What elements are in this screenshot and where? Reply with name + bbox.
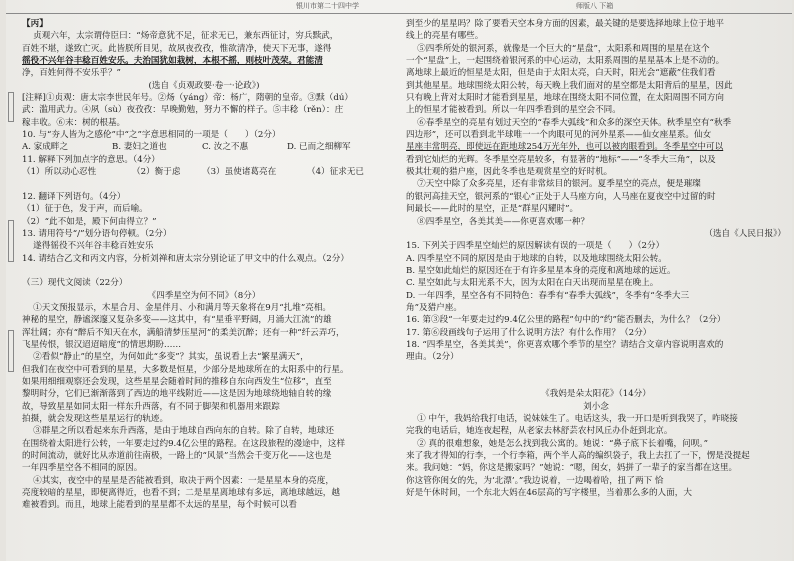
article-line: 亮度较暗的星星，即便离得近，也看不到；二是星星离地球有多远，离地球越远，越 (22, 488, 340, 499)
q11-item: （2）衡于虑 (132, 167, 181, 178)
article-line: 离地球上最近的恒星是太阳，但是由于太阳太亮，白天时，阳光会“遮蔽”住我们看 (406, 68, 716, 79)
article-line: ①天文预报显示，木星合月、金星伴月、小和满月等天象将在9月“扎堆”亮相。 (33, 302, 332, 313)
article-line: 浑壮阔；亦有“醉后不知天在水，满船清梦压星河”的柔美沉醉；还有一种“纤云弄巧， (22, 327, 345, 338)
binding-mark (8, 92, 14, 122)
article-line: ⑥春季星空的亮星有划过天空的“春季大弧线”和众多的深空天体。秋季星空有“秋季 (417, 117, 732, 128)
option-c: C. 汝之不惠 (202, 142, 249, 153)
q15-option-c: C. 星空如此与太阳光系不大，因为太阳在白天出现而星星在晚上。 (406, 278, 659, 289)
question-18: 18. “四季星空，各美其美”，你更喜欢哪个季节的星空？请结合文章内容说明喜欢的 (406, 339, 724, 350)
article-line: 到其他星星。地球围绕太阳公转，每天晚上我们面对的星空都是太阳背后的星星，因此 (406, 80, 733, 91)
binding-mark (8, 220, 14, 262)
q15-option-d: D. 一年四季，星空各有不同特色：春季有“春季大弧线”，冬季有“冬季大三 (406, 290, 690, 301)
option-d: D. 已而之细柳军 (287, 142, 351, 153)
option-b: B. 妻妇之道也 (112, 142, 167, 153)
q12-item: （1）征于色，发于声，而后喻。 (22, 204, 148, 215)
section-heading: （三）现代文阅读（22分） (22, 278, 128, 289)
binding-mark (8, 330, 14, 372)
article-source: （选自《人民日报》） (704, 228, 786, 239)
question-16: 16. 第③段“一年要走过约9.4亿公里的路程”句中的“约”能否删去，为什么？（2分） (406, 315, 726, 326)
article-line: ②看似“静止”的星空，为何如此“多变”？其实，虽说看上去“繁星满天”， (33, 352, 309, 363)
passage-label: 【丙】 (22, 19, 48, 29)
passage-source: (选自《贞观政要·卷一·论政》) (148, 80, 260, 91)
question-15: 15. 下列关于四季星空灿烂的原因解读有误的一项是（ ）（2分） (406, 241, 665, 252)
article-line: 一个“星盘”上，一起围绕着银河系的中心运动，太阳系周围的星星基本上是不动的。 (406, 56, 725, 67)
right-column (406, 18, 786, 499)
article-line: ④其实，夜空中的星星是否能被看到，取决于两个因素：一是星星本身的亮度， (33, 475, 334, 486)
article-line: 只有晚上背对太阳时才能看到星星，地球在围绕太阳不同位置，在太阳周围不同方向 (406, 93, 724, 104)
q15-option-d-cont: 角”及猎户座。 (406, 302, 462, 313)
q11-item: （3）虽使诸葛亮在 (202, 167, 277, 178)
question-14: 14. 请结合乙文和丙文内容，分析刘禅和唐太宗分别论证了甲文中的什么观点。（2分） (22, 253, 349, 264)
article-line: 拍摄，就会发现这些星星运行的轨迹。 (22, 414, 169, 424)
article-line: 如果用细细观察还会发现，这些星星会随着时间的推移自东向西发生“位移”，直至 (22, 376, 332, 387)
article-line: 一年四季星空各不相同的原因。 (22, 463, 143, 474)
header-right-text: 师版八 下箱 (576, 2, 614, 10)
story-author: 刘小念 (583, 401, 609, 412)
answer-space (22, 178, 386, 190)
note-line: 稼丰收。⑥末：树的根基。 (22, 117, 126, 128)
question-12: 12. 翻译下列语句。（4分） (22, 191, 126, 202)
article-line: 难被看到。而且，地球上能看到的星星都不太远的星星，每个时候可以看 (22, 500, 298, 511)
article-line: 上的恒星才能被看到。所以一年四季看到的星空会不同。 (406, 105, 621, 116)
question-13: 13. 请用符号“/”划分语句停顿。（2分） (22, 228, 172, 239)
article-line: 但我们在夜空中可看到的星星，大多数是恒星，少部分是地球所在的太阳系中的行星。 (22, 364, 349, 375)
answer-space (406, 364, 786, 376)
article-line: ③群星之所以看起来东升西落，是由于地球自西向东的自转。除了自转，地球还 (33, 426, 334, 437)
article-title: 《四季星空为何不同》（8分） (147, 290, 261, 301)
q12-item: （2）“此不如是，殿下何由得立？” (22, 216, 157, 227)
answer-space (22, 265, 386, 277)
q15-option-b: B. 星空如此灿烂的原因还在于有许多星星本身的亮度和离地球的远近。 (406, 265, 676, 276)
article-line: 神秘的星空，静谧深邃又复杂多变——这其中，有“星垂平野阔，月涌大江流”的雄 (22, 315, 332, 326)
story-line: 好是午休时间，一个东北大妈在46层高的写字楼里，当着那么多的人面，大 (406, 488, 692, 499)
story-title: 《我妈是朵太阳花》（14分） (541, 389, 651, 400)
answer-space (406, 376, 786, 388)
article-line: 的银河高挂天空，银河系的“银心”正处于人马座方向，人马座在夏夜空中过留的时 (406, 191, 716, 202)
article-line: ⑧四季星空，各美其美——你更喜欢哪一种？ (417, 216, 590, 227)
article-line: 黎明时分，它们已渐渐落到了西边的地平线附近——这是因为地球绕地轴自转的缘 (22, 389, 332, 400)
article-line: ⑦天空中除了众多亮星，还有非常炫目的银河。夏季星空的亮点，便是璀璨 (417, 179, 701, 190)
story-line: 来了我才得知的行李，一个行李箱，两个半人高的编织袋子，我上去扛了一下，愣是没提起 (406, 451, 750, 462)
page-header (6, 0, 792, 14)
article-line: 飞星传恨，银汉迢迢暗度”的情思期盼…… (22, 339, 182, 350)
article-line: 极其壮观的猎户座，因此冬季也是观赏星空的好时机。 (406, 167, 613, 178)
q13-text: 遂得徭役不兴年谷丰稔百姓安乐 (33, 241, 154, 252)
left-column (22, 18, 386, 512)
underlined-sentence: 星座丰常明亮，即使远在距地球254万光年外，也可以被肉眼看到。冬季星空中可以 (406, 142, 724, 153)
article-line: 间最长——此时的星空，正是“群星闪耀时”。 (406, 204, 579, 215)
article-line: ⑤四季所处的银河系，就像是一个巨大的“星盘”，太阳系和周围的星星在这个 (417, 43, 710, 54)
question-18-cont: 理由。（2分） (406, 352, 459, 363)
school-name: 银川市第二十四中学 (296, 2, 359, 10)
question-10: 10. 与“夯人皆为之感伦”中“之”字意思相同的一项是（ ）（2分） (22, 130, 281, 141)
note-line: [注释]①贞观：唐太宗李世民年号。②炀（yáng）帝：杨广，隋朝的皇帝。③黩（dú） (22, 93, 353, 104)
story-line: 来。我问她：“妈，你这是搬家吗？”她说：“嗯，闺女，妈拼了一辈子的家当都在这里。 (406, 463, 738, 474)
exam-page (6, 0, 792, 561)
q11-item: （1）所以动心忍性 (22, 167, 97, 178)
story-line: ② 真的很难想象，她是怎么找到我公寓的。她说：“鼻子底下长着嘴，问呗。” (417, 438, 708, 449)
article-line: 故，导致星星如同太阳一样东升西落，有不同于脚架和机器用来跟踪 (22, 401, 280, 412)
question-17: 17. 第⑥段画线句子运用了什么说明方法？有什么作用？（2分） (406, 327, 652, 338)
question-11: 11. 解释下列加点字的意思。（4分） (22, 154, 160, 165)
question-11-items (22, 166, 386, 178)
article-line: 在围绕着太阳进行公转，一年要走过约9.4亿公里的路程。在这段旅程的漫途中，这样 (22, 438, 346, 449)
article-line: 看到它灿烂的光辉。冬季星空亮星较多，有显著的“地标”——“冬季大三角”，以及 (406, 154, 716, 165)
question-10-options (22, 141, 386, 153)
option-a: A. 家成畔之 (22, 142, 69, 153)
q11-item: （4）征求无已 (307, 167, 365, 178)
story-line: 你这管你闺女的先，为‘北漂’。”我边说着，一边喝着哈，扭了两下 恰 (406, 475, 664, 486)
article-line: 线上的亮星有哪些。 (406, 31, 484, 42)
passage-line: 百姓不堪，遂致亡灭。此皆朕所目见，故夙夜孜孜，惟欲清净，使天下无事，遂得 (22, 43, 332, 54)
passage-line: 贞观六年，太宗谓侍臣曰：“炀帝意犹不足，征求无已，兼东西征讨，穷兵黩武， (33, 31, 339, 42)
article-line: 的时间流动，就好比从赤道前往南极，一路上的“风景”当然会千变万化——这也是 (22, 451, 332, 462)
passage-line: 净，百姓何得不安乐乎？” (22, 68, 121, 79)
q15-option-a: A. 四季星空不同的原因是由于地球的自转，以及地球围绕太阳公转。 (406, 253, 667, 264)
note-line: 武：滥用武力。④夙（sù）夜孜孜：早晚勤勉，努力不懈的样子。⑤丰稔（rěn）：庄 (22, 105, 344, 116)
article-line: 四边形”，还可以看到北半球唯一一个肉眼可见的河外星系——仙女座星系。仙女 (406, 130, 712, 141)
story-line: 完我的电话后，她连夜起程，从老家去林舒芸农村风丘办仆赶到北京。 (406, 426, 673, 437)
story-line: ① 中午，我妈给我打电话，说妹妹生了。电话这头，我一开口是听到我哭了，咋晓接 (417, 414, 738, 424)
passage-line: 徭役不兴年谷丰稔百姓安乐。夫治国犹如栽树，本根不摇，则枝叶茂荣。君能清 (22, 56, 323, 67)
article-line: 到至少的星星吗？除了要看天空本身方面的因素，最关键的是要选择地球上位于地平 (406, 19, 724, 29)
